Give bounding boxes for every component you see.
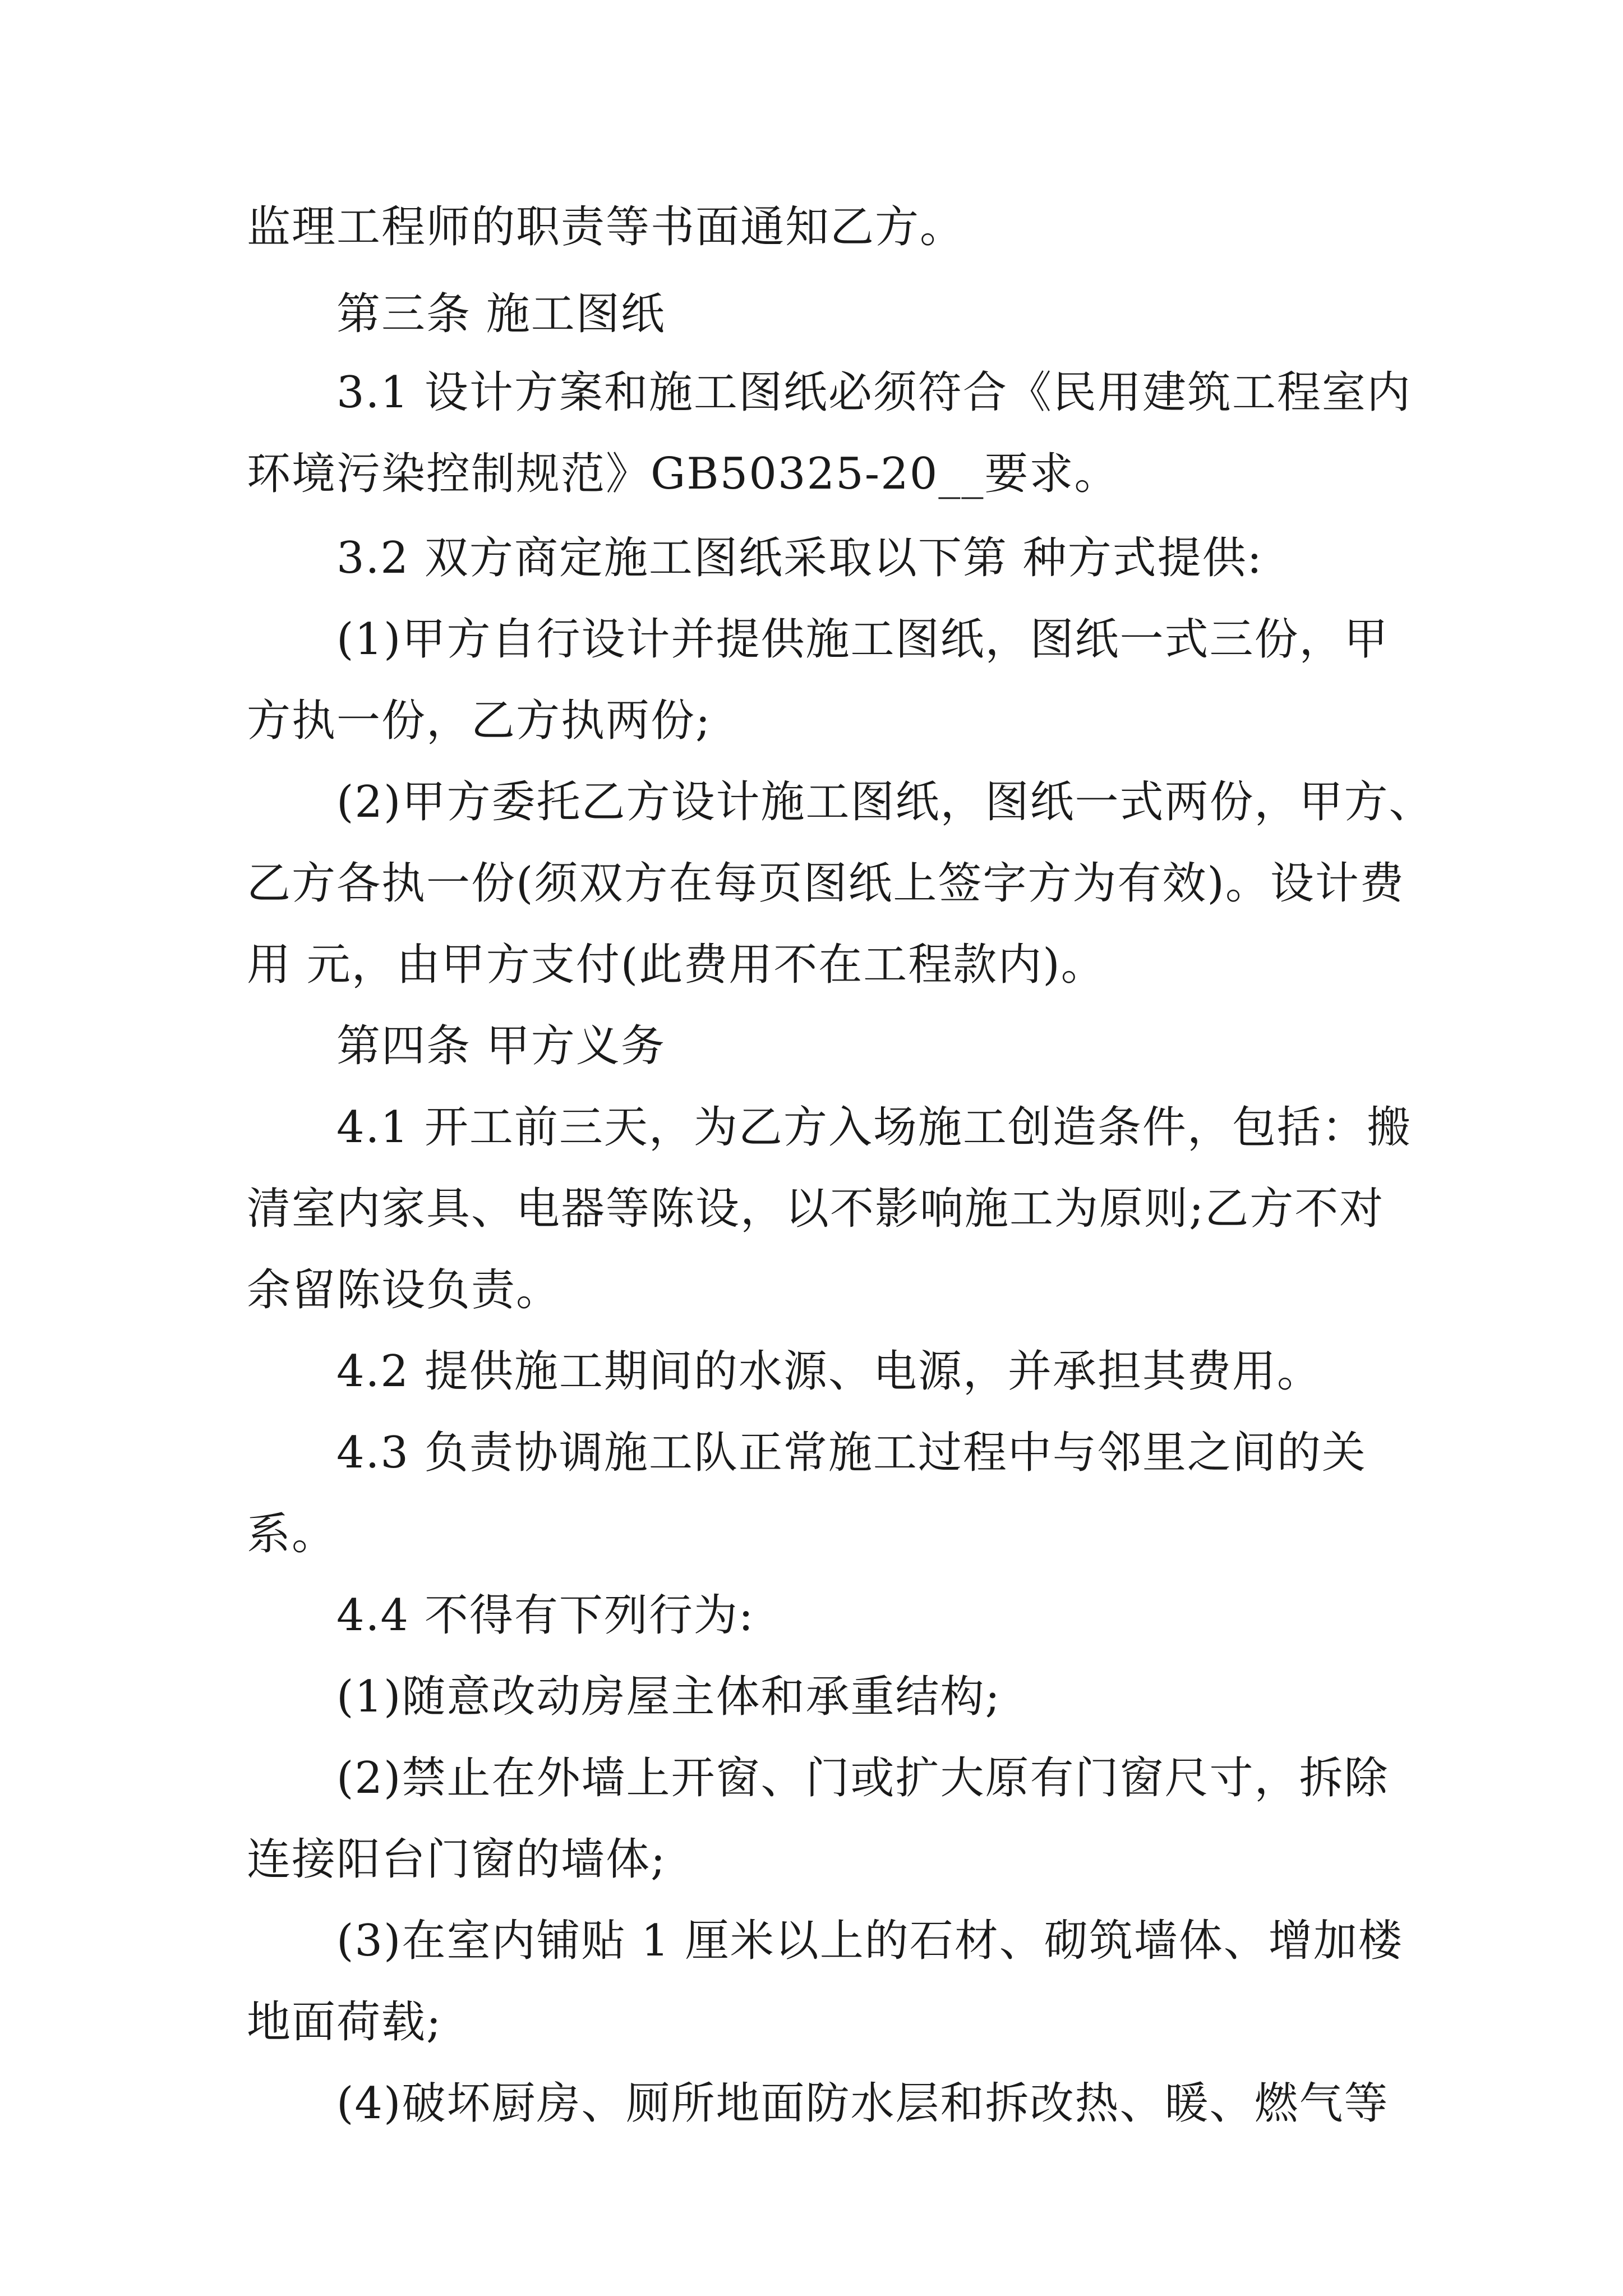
- text-line: 余留陈设负责。: [247, 1265, 561, 1315]
- text-line: (2)甲方委托乙方设计施工图纸，图纸一式两份，甲方、: [336, 777, 1434, 827]
- text-line: (2)禁止在外墙上开窗、门或扩大原有门窗尺寸，拆除: [336, 1753, 1389, 1803]
- section-heading: 第四条 甲方义务: [336, 1021, 666, 1071]
- text-line: 监理工程师的职责等书面通知乙方。: [247, 202, 965, 252]
- section-heading: 第三条 施工图纸: [336, 289, 666, 339]
- text-line: 4.2 提供施工期间的水源、电源，并承担其费用。: [336, 1346, 1322, 1397]
- text-line: (1)甲方自行设计并提供施工图纸，图纸一式三份，甲: [336, 614, 1389, 665]
- text-line: 3.2 双方商定施工图纸采取以下第 种方式提供:: [336, 533, 1263, 583]
- text-line: 地面荷载;: [247, 1997, 442, 2047]
- text-line: 乙方各执一份(须双方在每页图纸上签字方为有效)。设计费: [247, 858, 1405, 909]
- text-line: 4.4 不得有下列行为:: [336, 1590, 755, 1641]
- text-line: 连接阳台门窗的墙体;: [247, 1834, 667, 1885]
- text-line: 4.3 负责协调施工队正常施工过程中与邻里之间的关: [336, 1428, 1367, 1478]
- text-line: 3.1 设计方案和施工图纸必须符合《民用建筑工程室内: [336, 367, 1412, 418]
- text-line: 方执一份，乙方执两份;: [247, 696, 712, 746]
- text-line: 系。: [247, 1509, 337, 1559]
- text-line: 用 元，由甲方支付(此费用不在工程款内)。: [247, 940, 1106, 990]
- text-line: 环境污染控制规范》GB50325-20__要求。: [247, 449, 1119, 499]
- text-line: (3)在室内铺贴 1 厘米以上的石材、砌筑墙体、增加楼: [336, 1916, 1403, 1966]
- text-line: (4)破坏厨房、厕所地面防水层和拆改热、暖、燃气等: [336, 2078, 1389, 2129]
- text-line: 4.1 开工前三天，为乙方入场施工创造条件，包括：搬: [336, 1102, 1412, 1153]
- text-line: 清室内家具、电器等陈设，以不影响施工为原则;乙方不对: [247, 1184, 1385, 1234]
- text-line: (1)随意改动房屋主体和承重结构;: [336, 1672, 1001, 1722]
